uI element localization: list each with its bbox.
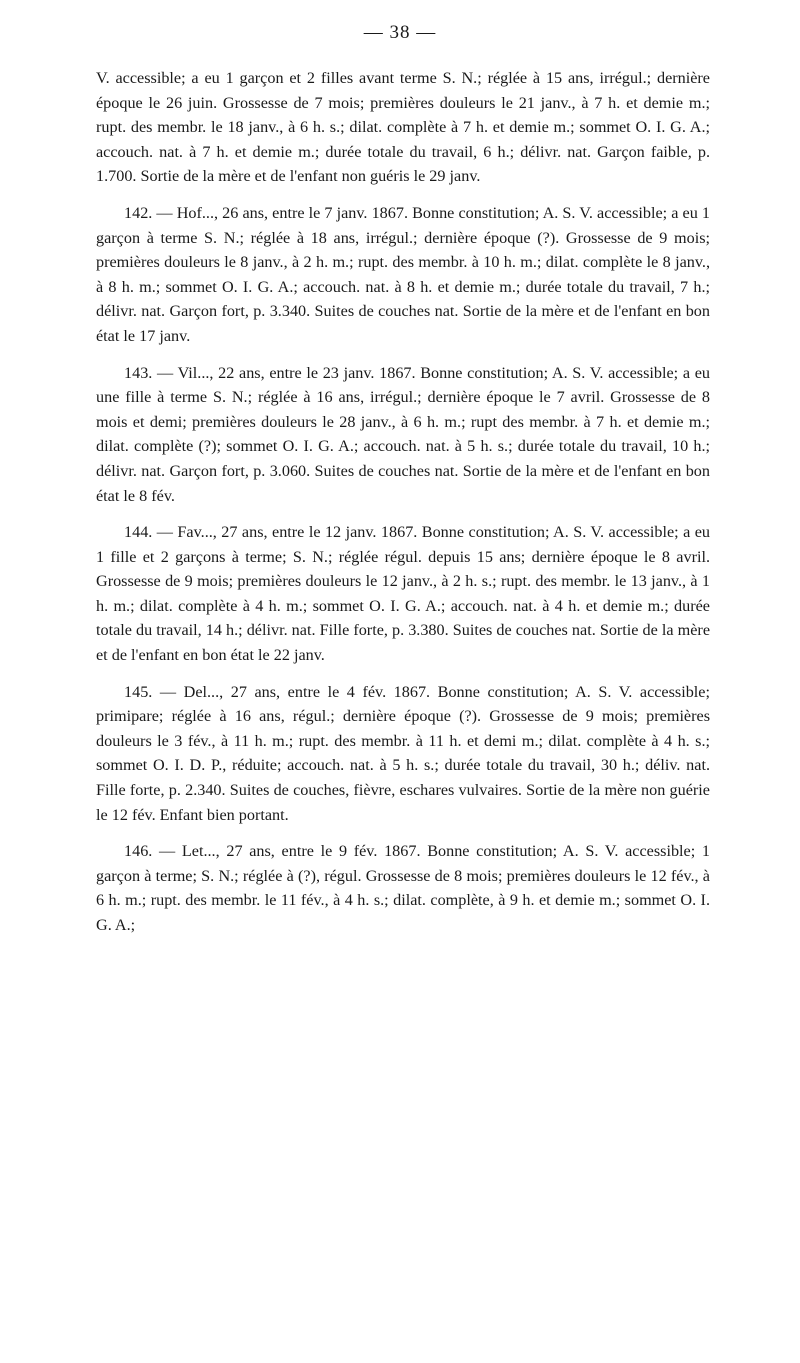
paragraph-case-146: 146. — Let..., 27 ans, entre le 9 fév. 1867. Bonne constitution; A. S. V. accessible; 1 garçon à terme; S. N.; réglée à (?), régul. Grossesse de 8 mois; premières douleurs le 12 fév., à 6 h. m.; rupt. des membr. le 11 fév., à 4 h. s.; dilat. complète, à 9 h. et demie m.; sommet O. I. G. A.; xyxy=(96,842,710,934)
paragraph-case-142: 142. — Hof..., 26 ans, entre le 7 janv. 1867. Bonne constitution; A. S. V. accessible; a eu 1 garçon à terme S. N.; réglée à 18 ans, irrégul.; dernière époque (?). Grossesse de 9 mois; premières douleurs le 8 janv., à 2 h. m.; rupt. des membr. à 10 h. m.; dilat. complète le 8 janv., à 8 h. m.; sommet O. I. G. A.; accouch. nat. à 8 h. et demie m.; durée totale du travail, 7 h.; délivr. nat. Garçon fort, p. 3.340. Suites de couches nat. Sortie de la mère et de l'enfant en bon état le 17 janv. xyxy=(96,203,710,345)
paragraph-case-144: 144. — Fav..., 27 ans, entre le 12 janv. 1867. Bonne constitution; A. S. V. accessible; a eu 1 fille et 2 garçons à terme; S. N.; réglée régul. depuis 15 ans; dernière époque le 8 avril. Grossesse de 9 mois; premières douleurs le 12 janv., à 2 h. s.; rupt. des membr. le 13 janv., à 1 h. m.; dilat. complète à 4 h. m.; sommet O. I. G. A.; accouch. nat. à 4 h. et demie m.; durée totale du travail, 14 h.; délivr. nat. Fille forte, p. 3.380. Suites de couches nat. Sortie de la mère et de l'enfant en bon état le 22 janv. xyxy=(96,523,710,665)
paragraph-case-143: 143. — Vil..., 22 ans, entre le 23 janv. 1867. Bonne constitution; A. S. V. accessible; a eu une fille à terme S. N.; réglée à 16 ans, irrégul.; dernière époque le 7 avril. Grossesse de 8 mois et demi; premières douleurs le 28 janv., à 6 h. m.; rupt des membr. à 7 h. et demie m.; dilat. complète (?); sommet O. I. G. A.; accouch. nat. à 5 h. s.; durée totale du travail, 10 h.; délivr. nat. Garçon fort, p. 3.060. Suites de couches nat. Sortie de la mère et de l'enfant en bon état le 8 fév. xyxy=(96,363,710,505)
paragraph-case-145: 145. — Del..., 27 ans, entre le 4 fév. 1867. Bonne constitution; A. S. V. accessible; primipare; réglée à 16 ans, régul.; dernière époque (?). Grossesse de 9 mois; premières douleurs le 3 fév., à 11 h. m.; rupt. des membr. à 11 h. et demi m.; dilat. complète à 4 h. s.; sommet O. I. D. P., réduite; accouch. nat. à 5 h. s.; durée totale du travail, 30 h.; déliv. nat. Fille forte, p. 2.340. Suites de couches, fièvre, eschares vulvaires. Sortie de la mère non guérie le 12 fév. Enfant bien portant. xyxy=(96,682,710,824)
paragraph-continuation: V. accessible; a eu 1 garçon et 2 filles avant terme S. N.; réglée à 15 ans, irrégul.; dernière époque le 26 juin. Grossesse de 7 mois; premières douleurs le 21 janv., à 7 h. et demie m.; rupt. des membr. le 18 janv., à 6 h. s.; dilat. complète à 7 h. et demie m.; sommet O. I. G. A.; accouch. nat. à 7 h. et demie m.; durée totale du travail, 6 h.; délivr. nat. Garçon faible, p. 1.700. Sortie de la mère et de l'enfant non guéris le 29 janv. xyxy=(96,69,710,186)
body-text xyxy=(96,66,710,938)
page-number: — 38 — xyxy=(363,22,437,43)
